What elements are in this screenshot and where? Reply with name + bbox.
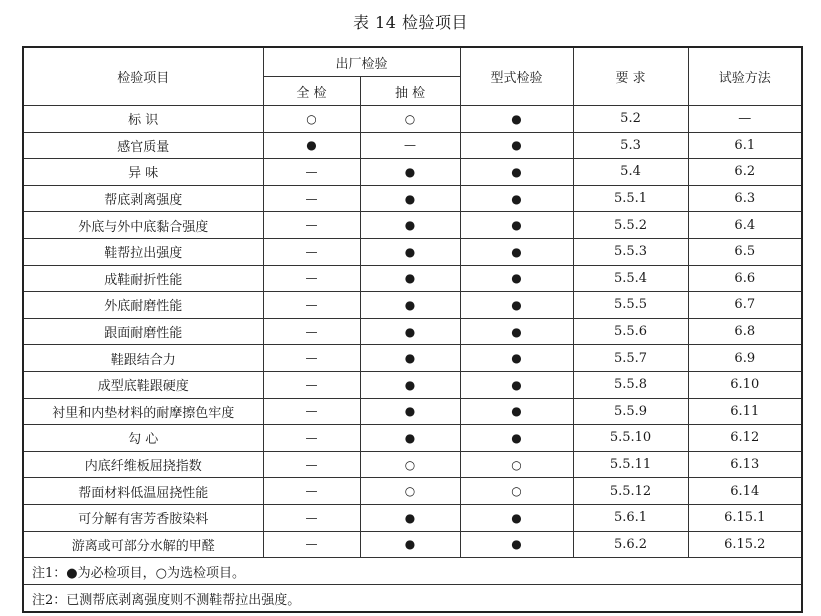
cell-test-method: 6.3: [688, 185, 802, 212]
cell-test-method: 6.13: [688, 451, 802, 478]
cell-test-method: 6.1: [688, 132, 802, 159]
cell-item-name: 异 味: [23, 159, 263, 186]
cell-sample-inspection: ●: [360, 238, 460, 265]
cell-test-method: 6.9: [688, 345, 802, 372]
header-requirement: 要 求: [573, 47, 688, 106]
cell-sample-inspection: —: [360, 132, 460, 159]
cell-sample-inspection: ●: [360, 531, 460, 558]
table-notes: [23, 558, 802, 613]
cell-test-method: 6.15.2: [688, 531, 802, 558]
cell-item-name: 外底与外中底黏合强度: [23, 212, 263, 239]
cell-type-test: ●: [460, 345, 573, 372]
cell-type-test: ●: [460, 318, 573, 345]
cell-requirement: 5.5.1: [573, 185, 688, 212]
cell-item-name: 标 识: [23, 106, 263, 133]
cell-type-test: ●: [460, 212, 573, 239]
note-2: 注2：已测帮底剥离强度则不测鞋帮拉出强度。: [23, 585, 802, 613]
cell-test-method: 6.6: [688, 265, 802, 292]
cell-type-test: ○: [460, 478, 573, 505]
cell-full-inspection: —: [263, 451, 360, 478]
table-row: [23, 318, 802, 345]
cell-requirement: 5.5.4: [573, 265, 688, 292]
cell-sample-inspection: ●: [360, 159, 460, 186]
cell-sample-inspection: ●: [360, 318, 460, 345]
cell-sample-inspection: ●: [360, 212, 460, 239]
cell-item-name: 跟面耐磨性能: [23, 318, 263, 345]
cell-item-name: 可分解有害芳香胺染料: [23, 504, 263, 531]
cell-type-test: ●: [460, 185, 573, 212]
cell-sample-inspection: ○: [360, 478, 460, 505]
table-row: [23, 478, 802, 505]
cell-sample-inspection: ○: [360, 451, 460, 478]
cell-test-method: 6.14: [688, 478, 802, 505]
cell-requirement: 5.5.10: [573, 425, 688, 452]
cell-item-name: 勾 心: [23, 425, 263, 452]
cell-sample-inspection: ●: [360, 185, 460, 212]
cell-sample-inspection: ●: [360, 425, 460, 452]
table-row: [23, 371, 802, 398]
cell-test-method: 6.8: [688, 318, 802, 345]
cell-requirement: 5.5.6: [573, 318, 688, 345]
cell-type-test: ●: [460, 292, 573, 319]
cell-full-inspection: —: [263, 345, 360, 372]
cell-full-inspection: —: [263, 238, 360, 265]
cell-type-test: ○: [460, 451, 573, 478]
cell-test-method: 6.15.1: [688, 504, 802, 531]
table-title: 表 14 检验项目: [352, 13, 469, 32]
table-row: [23, 159, 802, 186]
cell-requirement: 5.3: [573, 132, 688, 159]
cell-sample-inspection: ●: [360, 504, 460, 531]
table-row: [23, 265, 802, 292]
cell-test-method: 6.10: [688, 371, 802, 398]
cell-full-inspection: —: [263, 212, 360, 239]
table-row: [23, 398, 802, 425]
cell-full-inspection: —: [263, 531, 360, 558]
cell-item-name: 外底耐磨性能: [23, 292, 263, 319]
cell-type-test: ●: [460, 531, 573, 558]
note-1: 注1：●为必检项目，○为选检项目。: [23, 558, 802, 585]
table-row: [23, 425, 802, 452]
cell-test-method: 6.7: [688, 292, 802, 319]
cell-full-inspection: —: [263, 318, 360, 345]
cell-type-test: ●: [460, 238, 573, 265]
cell-type-test: ●: [460, 265, 573, 292]
cell-test-method: 6.4: [688, 212, 802, 239]
cell-sample-inspection: ●: [360, 292, 460, 319]
cell-full-inspection: —: [263, 398, 360, 425]
table-row: [23, 451, 802, 478]
cell-test-method: —: [688, 106, 802, 133]
cell-full-inspection: ●: [263, 132, 360, 159]
table-body: [23, 106, 802, 558]
cell-requirement: 5.5.5: [573, 292, 688, 319]
cell-requirement: 5.5.12: [573, 478, 688, 505]
cell-requirement: 5.5.3: [573, 238, 688, 265]
cell-requirement: 5.5.8: [573, 371, 688, 398]
cell-full-inspection: —: [263, 265, 360, 292]
cell-requirement: 5.5.9: [573, 398, 688, 425]
cell-full-inspection: —: [263, 478, 360, 505]
cell-type-test: ●: [460, 425, 573, 452]
cell-type-test: ●: [460, 504, 573, 531]
cell-requirement: 5.4: [573, 159, 688, 186]
cell-sample-inspection: ●: [360, 371, 460, 398]
table-header: [23, 47, 802, 106]
header-item: 检验项目: [23, 47, 263, 106]
table-row: [23, 345, 802, 372]
cell-full-inspection: —: [263, 292, 360, 319]
table-row: [23, 238, 802, 265]
table-row: [23, 185, 802, 212]
cell-type-test: ●: [460, 371, 573, 398]
cell-item-name: 内底纤维板屈挠指数: [23, 451, 263, 478]
cell-type-test: ●: [460, 132, 573, 159]
table-row: [23, 292, 802, 319]
cell-sample-inspection: ●: [360, 345, 460, 372]
cell-full-inspection: —: [263, 504, 360, 531]
cell-test-method: 6.12: [688, 425, 802, 452]
cell-requirement: 5.2: [573, 106, 688, 133]
cell-full-inspection: —: [263, 185, 360, 212]
cell-type-test: ●: [460, 106, 573, 133]
cell-item-name: 鞋跟结合力: [23, 345, 263, 372]
header-test-method: 试验方法: [688, 47, 802, 106]
cell-item-name: 感官质量: [23, 132, 263, 159]
table-row: [23, 132, 802, 159]
cell-test-method: 6.5: [688, 238, 802, 265]
cell-item-name: 成型底鞋跟硬度: [23, 371, 263, 398]
cell-item-name: 帮面材料低温屈挠性能: [23, 478, 263, 505]
cell-full-inspection: —: [263, 159, 360, 186]
table-row: [23, 531, 802, 558]
table-row: [23, 504, 802, 531]
cell-item-name: 衬里和内垫材料的耐摩擦色牢度: [23, 398, 263, 425]
cell-test-method: 6.2: [688, 159, 802, 186]
cell-full-inspection: —: [263, 371, 360, 398]
cell-requirement: 5.5.7: [573, 345, 688, 372]
inspection-table: [22, 46, 803, 613]
cell-type-test: ●: [460, 398, 573, 425]
cell-item-name: 鞋帮拉出强度: [23, 238, 263, 265]
cell-sample-inspection: ●: [360, 398, 460, 425]
cell-test-method: 6.11: [688, 398, 802, 425]
header-full-inspection: 全 检: [263, 77, 360, 106]
header-sample-inspection: 抽 检: [360, 77, 460, 106]
header-factory-inspection: 出厂检验: [263, 47, 460, 77]
table-row: [23, 212, 802, 239]
cell-item-name: 成鞋耐折性能: [23, 265, 263, 292]
cell-sample-inspection: ○: [360, 106, 460, 133]
cell-requirement: 5.5.2: [573, 212, 688, 239]
cell-full-inspection: —: [263, 425, 360, 452]
header-type-test: 型式检验: [460, 47, 573, 106]
cell-item-name: 游离或可部分水解的甲醛: [23, 531, 263, 558]
cell-full-inspection: ○: [263, 106, 360, 133]
cell-requirement: 5.6.1: [573, 504, 688, 531]
cell-sample-inspection: ●: [360, 265, 460, 292]
table-row: [23, 106, 802, 133]
cell-type-test: ●: [460, 159, 573, 186]
cell-requirement: 5.5.11: [573, 451, 688, 478]
cell-item-name: 帮底剥离强度: [23, 185, 263, 212]
cell-requirement: 5.6.2: [573, 531, 688, 558]
